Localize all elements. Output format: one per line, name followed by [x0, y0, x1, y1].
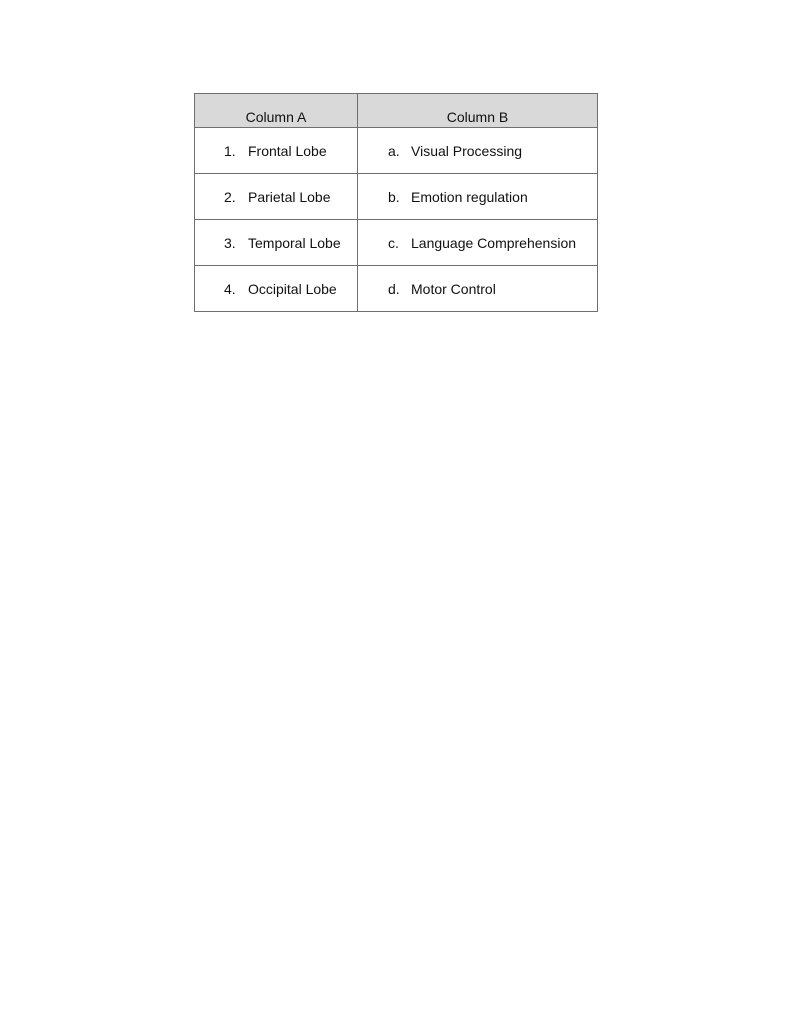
- item-text: Parietal Lobe: [248, 188, 331, 205]
- item-letter: a.: [388, 142, 400, 159]
- table-header: [195, 94, 598, 128]
- table-body: [195, 128, 598, 312]
- matching-table: [194, 93, 598, 312]
- column-b-cell: [358, 174, 598, 220]
- item-text: Frontal Lobe: [248, 142, 327, 159]
- item-text: Motor Control: [411, 280, 496, 297]
- column-b-header: Column B: [358, 94, 598, 128]
- item-number: 3.: [224, 234, 236, 251]
- item-text: Emotion regulation: [411, 188, 528, 205]
- table-row: [195, 266, 598, 312]
- column-a-cell: [195, 174, 358, 220]
- column-a-cell: [195, 266, 358, 312]
- item-text: Temporal Lobe: [248, 234, 341, 251]
- item-text: Occipital Lobe: [248, 280, 337, 297]
- item-letter: b.: [388, 188, 400, 205]
- item-text: Language Comprehension: [411, 234, 577, 251]
- table-row: [195, 128, 598, 174]
- column-a-cell: [195, 220, 358, 266]
- column-a-cell: [195, 128, 358, 174]
- header-row: [195, 94, 598, 128]
- column-b-cell: [358, 128, 598, 174]
- item-letter: c.: [388, 234, 399, 251]
- item-number: 4.: [224, 280, 236, 297]
- item-number: 1.: [224, 142, 236, 159]
- table-row: [195, 174, 598, 220]
- item-number: 2.: [224, 188, 236, 205]
- column-b-cell: [358, 220, 598, 266]
- column-b-cell: [358, 266, 598, 312]
- column-a-header: Column A: [195, 94, 358, 128]
- item-text: Visual Processing: [411, 142, 523, 159]
- item-letter: d.: [388, 280, 400, 297]
- table-row: [195, 220, 598, 266]
